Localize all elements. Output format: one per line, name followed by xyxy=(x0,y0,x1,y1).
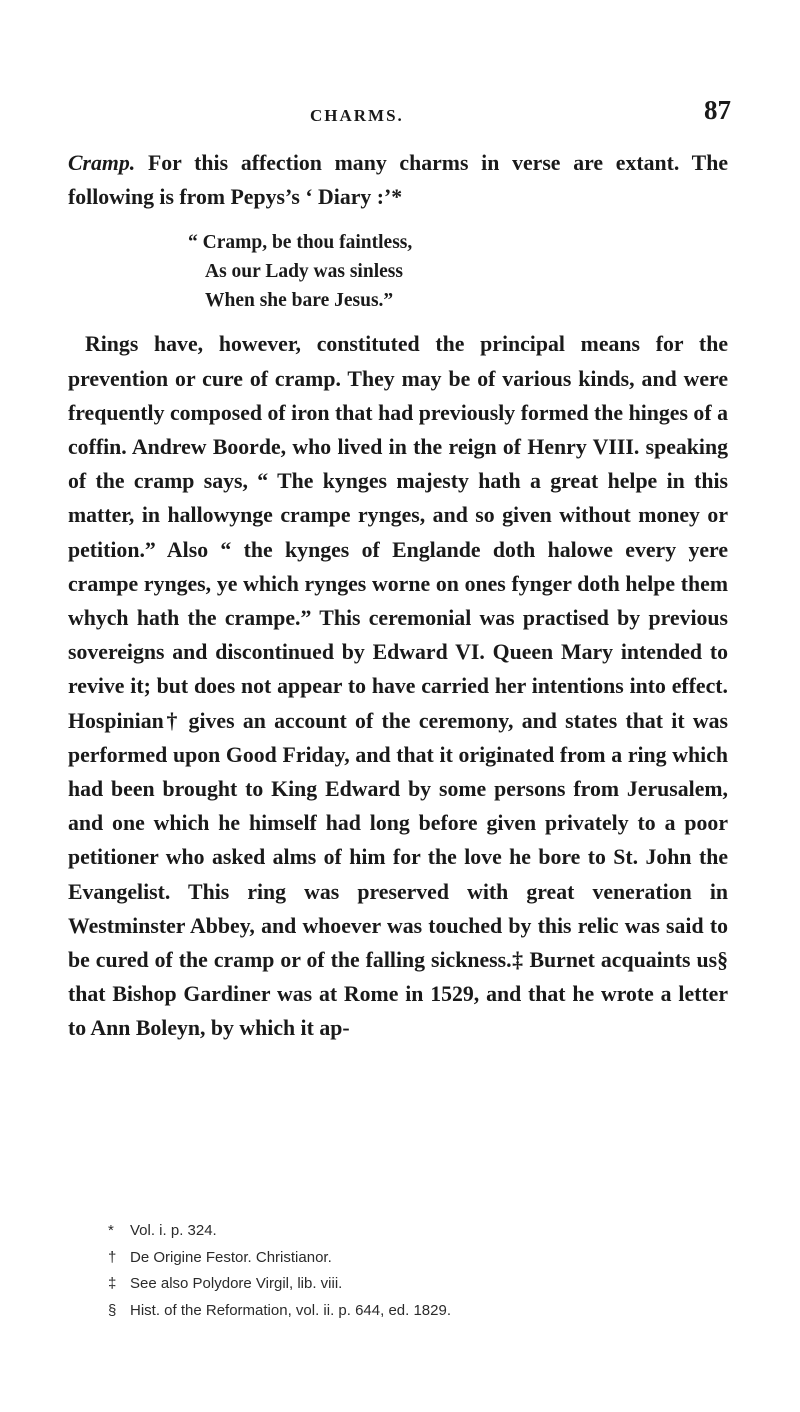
charm-verse xyxy=(68,228,728,315)
footnote-text: Hist. of the Reformation, vol. ii. p. 644, ed. 1829. xyxy=(130,1301,452,1319)
page-header xyxy=(0,92,800,132)
footnote-mark: ‡ xyxy=(108,1275,117,1292)
verse-line: When she bare Jesus.” xyxy=(205,290,394,312)
footnote-mark: † xyxy=(108,1248,117,1266)
page-number: 87 xyxy=(704,95,731,125)
body-text xyxy=(68,146,728,1046)
paragraph-heading: Cramp. xyxy=(68,151,136,175)
footnote-mark: * xyxy=(108,1222,114,1239)
paragraph-text: For this affection many charms in verse are extant. The following is from Pepys’s ‘ Diary :’* xyxy=(68,151,728,210)
footnote xyxy=(108,1271,728,1298)
footnote-text: De Origine Festor. Christianor. xyxy=(130,1248,332,1266)
verse-line: “ Cramp, be thou faintless, xyxy=(188,232,413,254)
footnote-text: Vol. i. p. 324. xyxy=(130,1222,217,1239)
paragraph-cramp xyxy=(68,146,728,214)
footnote-text: See also Polydore Virgil, lib. viii. xyxy=(130,1275,343,1292)
running-title: CHARMS. xyxy=(310,106,404,125)
paragraph-rings: Rings have, however, constituted the principal means for the prevention or cure of cramp. They may be of various kinds, and were frequently composed of iron that had previously formed the hinges of a coffin. Andrew Boorde, who lived in the reign of Henry VIII. speaking of the cramp says, “ The kynges majesty hath a great helpe in this matter, in hallowynge crampe rynges, and so given without money or petition.” Also “ the kynges of Englande doth halowe every yere crampe rynges, ye which rynges worne on ones fynger doth helpe them whych hath the crampe.” This ceremonial was practised by previous sovereigns and discontinued by Edward VI. Queen Mary intended to revive it; but does not appear to have carried her intentions into effect. Hospinian† gives an account of the ceremony, and states that it was performed upon Good Friday, and that it originated from a ring which had been brought to King Edward by some persons from Jerusalem, and one which he himself had long before given privately to a poor petitioner who asked alms of him for the love he bore to St. John the Evangelist. This ring was preserved with great veneration in Westminster Abbey, and whoever was touched by this relic was said to be cured of the cramp or of the falling sickness.‡ Burnet acquaints us§ that Bishop Gardiner was at Rome in 1529, and that he wrote a letter to Ann Boleyn, by which it ap- xyxy=(68,332,728,1041)
verse-line: As our Lady was sinless xyxy=(205,261,403,283)
footnote-mark: § xyxy=(108,1301,117,1319)
footnote xyxy=(108,1245,728,1272)
footnotes xyxy=(108,1218,728,1324)
footnote xyxy=(108,1218,728,1245)
footnote xyxy=(108,1298,728,1325)
